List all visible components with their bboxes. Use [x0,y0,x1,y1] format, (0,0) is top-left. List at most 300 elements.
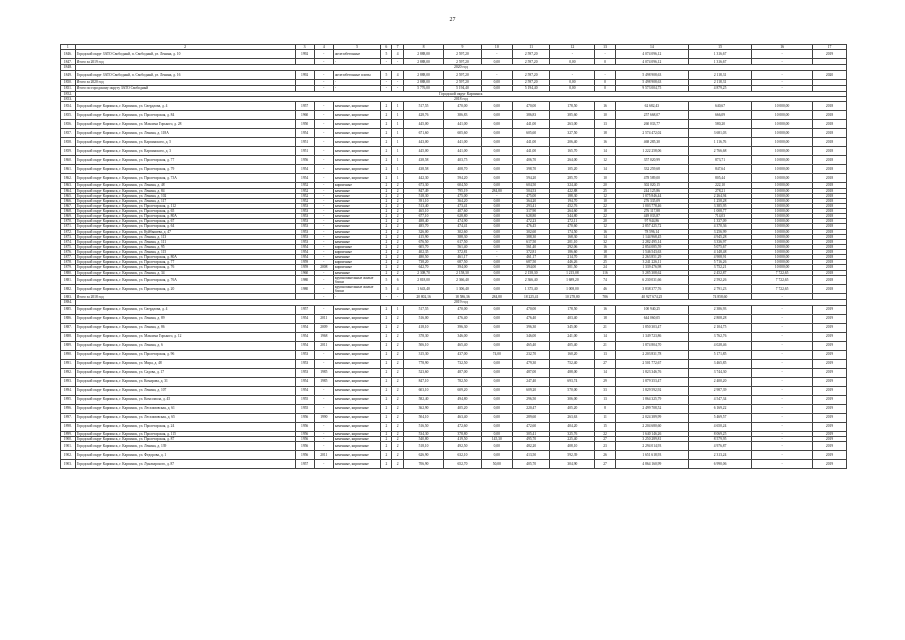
cell: 5 498 908,63 [615,79,688,85]
table-row [61,386,847,395]
cell: 292,06 [550,244,595,249]
cell: 0,00 [481,209,513,214]
cell: 495,70 [513,436,550,441]
cell: 2 597,20 [513,79,550,85]
cell: 474,41 [444,224,481,229]
cell: 0,00 [481,111,513,120]
cell: 2 [381,404,392,413]
column-number-1: 1 [61,45,76,50]
cell: 0,00 [481,270,513,275]
cell: - [314,422,333,431]
cell: 257 668,07 [615,111,688,120]
cell: 1866. [61,198,76,203]
cell: 5 716,26 [689,260,752,265]
cell: 0,00 [481,275,513,284]
cell: 9 573 004,75 [615,85,688,91]
cell: 2 [392,431,403,436]
cell: 1863. [61,183,76,188]
cell: 10 [595,198,615,203]
cell: 1956 [295,431,314,436]
cell: 1952 [295,198,314,203]
cell: 1857. [61,129,76,138]
cell: 2009 [314,323,333,332]
cell: 1854. [61,102,76,111]
cell: 2 [381,441,392,450]
cell: - [314,270,333,275]
table-row [61,129,847,138]
cell: 263,63 [550,413,595,422]
column-number-5: 5 [333,45,380,50]
cell: 604,50 [513,183,550,188]
cell: 1849. [61,70,76,79]
cell: 1957 [295,305,314,314]
cell: крупнопанельные жилые блоки [333,275,380,284]
cell: 2019 [813,350,847,359]
cell: 795,19 [444,188,481,193]
cell: 5 171,85 [689,350,752,359]
cell: 465,40 [444,341,481,350]
table-row [61,156,847,165]
cell: 778,90 [403,359,444,368]
cell: - [314,70,333,79]
cell: 0,00 [481,305,513,314]
cell: 666,09 [689,111,752,120]
cell: 847,64 [689,165,752,174]
cell: 18 [595,129,615,138]
cell: 605,60 [513,129,550,138]
cell: 706,90 [403,459,444,468]
address-cell: Городской округ Карпинск, г. Карпинск, ул. Пролетарская, д. 64 [75,224,295,229]
cell: 2019 [813,359,847,368]
table-row [61,395,847,404]
cell: 10 000,00 [752,224,813,229]
cell: 1956 [295,156,314,165]
cell: 2 [381,332,392,341]
cell: 714,03 [689,214,752,219]
cell: каменные, кирпичные [333,138,380,147]
cell: 476,40 [513,314,550,323]
cell: 2 [392,250,403,255]
address-cell: Итого за 2020 год [75,79,295,85]
cell: - [314,188,333,193]
cell: 441,00 [444,147,481,156]
cell: 1868. [61,209,76,214]
cell: 332 259,68 [615,165,688,174]
cell: 1903. [61,459,76,468]
cell: - [314,436,333,441]
cell: 302,60 [513,229,550,234]
cell: - [752,395,813,404]
cell: каменные, кирпичные [333,147,380,156]
cell: 2008 [314,265,333,270]
cell: 438,58 [403,165,444,174]
address-cell: Городской округ Карпинск, г. Карпинск, ул. Пролетарская, д. 73А [75,174,295,183]
cell: - [314,395,333,404]
cell: 523,60 [403,368,444,377]
cell: 492,50 [444,441,481,450]
cell: каменные [333,234,380,239]
cell: 402,35 [403,250,444,255]
cell: - [333,79,380,85]
cell: 413,50 [513,450,550,459]
cell: каменные, кирпичные [333,377,380,386]
cell: - [752,422,813,431]
cell: 1 [392,165,403,174]
cell: 2 104,75 [689,323,752,332]
cell: 1 546 543,63 [615,250,688,255]
cell: 3 336,97 [689,239,752,244]
address-cell: Городской округ Карпинск, г. Карпинск, ул. Пролетарская, д. 77 [75,260,295,265]
cell: 1870. [61,219,76,224]
page-number: 27 [449,17,456,23]
cell: 2 [392,395,403,404]
address-cell: Городской округ Карпинск, г. Карпинск, ул. Ленина, д. 86 [75,323,295,332]
cell: 5 [381,70,392,79]
cell: 0,00 [550,79,595,85]
cell: - [392,79,403,85]
cell: 1955 [295,404,314,413]
cell: 0,00 [481,174,513,183]
cell: 2 [392,377,403,386]
cell: 1847. [61,59,76,65]
address-cell: Итого по городскому округу ЗАТО Свободный [75,85,295,91]
cell: 1954 [295,255,314,260]
section-title: 2019 год [75,300,846,305]
cell: 561,40 [444,244,481,249]
cell: 2 888,00 [403,59,444,65]
cell: - [314,441,333,450]
cell: - [314,174,333,183]
cell: 0 [595,85,615,91]
address-cell: Городской округ Карпинск, г. Карпинск, ул. Мира, д. 48 [75,359,295,368]
cell: 2 386,93 [689,305,752,314]
cell: 441,00 [444,138,481,147]
cell: 10 000,00 [752,209,813,214]
cell: 2018 [813,260,847,265]
cell: 1952 [295,183,314,188]
cell: 617,50 [513,239,550,244]
address-cell: Городской округ Карпинск, г. Карпинск, ул. Ленина, д. 115 [75,250,295,255]
cell: 0 [595,59,615,65]
table-row [61,350,847,359]
cell: 2 [392,450,403,459]
cell: 1952 [295,193,314,198]
cell: 1953 [295,234,314,239]
cell: 1957 [295,459,314,468]
cell: 428,76 [403,111,444,120]
cell: 2 [392,314,403,323]
cell: 1951 [295,147,314,156]
cell: 2 597,20 [513,50,550,59]
cell: каменные, кирпичные [333,431,380,436]
cell: - [481,70,513,79]
cell: - [752,413,813,422]
cell: 100 940,25 [615,305,688,314]
cell: 2 158,30 [444,270,481,275]
cell: 14 [595,332,615,341]
cell: 1902. [61,450,76,459]
cell: 2 [381,260,392,265]
address-cell: Городской округ Карпинск, г. Карпинск, ул. Ленина, д. 84 [75,188,295,193]
cell: 2 791,23 [689,284,752,293]
cell: 6 230 031,66 [615,275,688,284]
cell: каменные [333,209,380,214]
cell: 0,00 [481,165,513,174]
address-cell: Городской округ ЗАТО Свободный, п. Свободный, ул. Ленина, д. 16 [75,70,295,79]
cell: 1954 [295,386,314,395]
cell: 408,10 [550,441,595,450]
cell: 285,70 [550,174,595,183]
cell: 5 [381,50,392,59]
address-cell: Городской округ Карпинск, г. Карпинск, ул. Ленина, д. 107 [75,386,295,395]
cell: 1850. [61,79,76,85]
cell: 1887. [61,323,76,332]
cell: 2018 [813,250,847,255]
cell: 2018 [813,203,847,208]
cell: 2 [381,368,392,377]
cell: 2 [392,413,403,422]
cell: 2 857 425,72 [615,224,688,229]
cell: 2 263 851,29 [615,255,688,260]
cell: 2 [392,188,403,193]
cell: 18 [595,314,615,323]
cell: 445,00 [403,120,444,129]
cell: - [752,294,813,300]
cell: 15 [595,422,615,431]
cell: 6 990,06 [689,459,752,468]
cell: 225,40 [550,436,595,441]
cell: 2018 [813,198,847,203]
cell: 4 [392,50,403,59]
cell: 1895. [61,395,76,404]
address-cell: Городской округ Карпинск, г. Карпинск, ул. Комарова, д. 31 [75,377,295,386]
cell: 2 574 472,02 [615,129,688,138]
cell: 13 [595,395,615,404]
cell: 0,00 [481,129,513,138]
table-row [61,284,847,293]
table-row [61,359,847,368]
cell: 582,40 [403,395,444,404]
cell: 23 [595,441,615,450]
cell: 2 024 389,99 [615,413,688,422]
cell: 74 [595,275,615,284]
column-number-13: 13 [595,45,615,50]
cell: 640,67 [689,102,752,111]
cell: 422,88 [550,188,595,193]
cell: - [481,50,513,59]
cell: 2019 [813,404,847,413]
cell: 2 [392,203,403,208]
cell: 693,74 [550,377,595,386]
cell: 2 282 495,14 [615,239,688,244]
table-row [61,70,847,79]
cell: каменные, кирпичные [333,341,380,350]
cell: 652,70 [444,459,481,468]
cell: 2 203 831,78 [615,350,688,359]
cell: 441,00 [513,138,550,147]
cell: 2 [392,183,403,188]
cell: 40 927 674,25 [615,294,688,300]
cell: 5 [381,284,392,293]
cell: 20 [595,219,615,224]
cell: 687,50 [513,260,550,265]
cell: 327,50 [550,129,595,138]
cell: 2 [392,260,403,265]
cell: каменные [333,224,380,229]
cell: 346,00 [513,332,550,341]
cell: 0,00 [481,234,513,239]
cell: - [481,255,513,260]
cell: 2 597,20 [444,50,481,59]
cell: 1896. [61,404,76,413]
cell: 1953 [295,239,314,244]
cell: 10 [595,111,615,120]
cell: 3 744,30 [689,368,752,377]
cell: 10 000,00 [752,174,813,183]
address-cell: Городской округ Карпинск, г. Карпинск, ул. Ленина, д. 48 [75,183,295,188]
cell: 16 [595,305,615,314]
cell: 8 579,95 [689,436,752,441]
cell: 188,30 [550,193,595,198]
cell: 14 [595,234,615,239]
table-row [61,50,847,59]
address-cell: Городской округ Карпинск, г. Карпинск, ул. Карпинского, д. 3 [75,147,295,156]
cell: 2 118,31 [689,70,752,79]
cell: - [752,459,813,468]
cell: 628,80 [444,214,481,219]
address-cell: Городской округ Карпинск, г. Карпинск, ул. Ленина, д. 117 [75,198,295,203]
cell: 468 285,30 [615,138,688,147]
cell: 2 [381,219,392,224]
cell: 10 000,00 [752,229,813,234]
cell: 1 [392,138,403,147]
cell: 1864. [61,188,76,193]
cell: каменные, кирпичные [333,165,380,174]
cell: 1878. [61,260,76,265]
cell: 2 264,94 [689,193,752,198]
row-number: 1848. [61,65,76,70]
cell: 405,70 [513,459,550,468]
cell: 1 [392,156,403,165]
cell: 1953 [295,350,314,359]
cell: 406,70 [513,156,550,165]
cell: 25 [595,188,615,193]
cell: 74,00 [481,350,513,359]
cell: 1 339 476,98 [615,265,688,270]
cell: 2 [392,265,403,270]
table-row [61,138,847,147]
row-number: 1884. [61,300,76,305]
cell: 385,60 [550,111,595,120]
cell: 1877. [61,255,76,260]
cell: 1882. [61,284,76,293]
cell: 1851. [61,85,76,91]
cell: 0,00 [481,359,513,368]
address-cell: Городской округ Карпинск, г. Карпинск, ул. Максима Горького, д. 28 [75,120,295,129]
cell: 1894. [61,386,76,395]
cell: 472,23 [513,219,550,224]
cell: кирпичные [333,260,380,265]
table-row [61,275,847,284]
cell: - [752,431,813,436]
cell: 2018 [813,165,847,174]
cell: 2 [381,193,392,198]
cell: 0,00 [481,156,513,165]
address-cell: Городской округ Карпинск, г. Карпинск, ул. Свердлова, д. 4 [75,305,295,314]
cell: 1980 [295,284,314,293]
cell: 2 [381,102,392,111]
cell: 201,10 [550,239,595,244]
cell: 2018 [813,229,847,234]
cell: 10 000,00 [752,250,813,255]
address-cell: Итого за 2018 год [75,294,295,300]
cell: 2 [381,229,392,234]
cell: 62 682,43 [615,102,688,111]
cell: 3 385,95 [689,203,752,208]
cell: 0,00 [481,260,513,265]
address-cell: Городской округ Карпинск, г. Карпинск, ул. Пролетарская, д. 115 [75,431,295,436]
cell: 441,00 [444,120,481,129]
address-cell: Городской округ Карпинск, г. Карпинск, ул. Пролетарская, д. 67 [75,219,295,224]
cell: каменные, кирпичные [333,120,380,129]
cell: 2 [392,441,403,450]
cell: кирпичные [333,265,380,270]
address-cell: Городской округ Карпинск, г. Карпинск, ул. Куйбышева, д. 47 [75,229,295,234]
cell: 738,20 [403,260,444,265]
cell: 2 [381,111,392,120]
column-number-8: 8 [403,45,444,50]
cell: - [314,294,333,300]
cell: 472,60 [444,422,481,431]
cell: - [314,50,333,59]
cell: 1858. [61,138,76,147]
cell: 26 [595,450,615,459]
cell: - [314,79,333,85]
cell: 488,40 [403,219,444,224]
cell: 301,50 [550,265,595,270]
table-row [61,147,847,156]
address-cell: Городской округ Карпинск, г. Карпинск, ул. Пролетарская, д. 76А [75,275,295,284]
cell: 2 [381,129,392,138]
cell: 2018 [813,209,847,214]
cell: 2018 [813,138,847,147]
address-cell: Городской округ Карпинск, г. Карпинск, ул. Пролетарская, д. 96 [75,350,295,359]
cell: 276 117,88 [615,209,688,214]
cell: 0,00 [481,219,513,224]
cell: 478 589,00 [615,174,688,183]
cell: - [752,377,813,386]
cell: 0 [595,79,615,85]
cell: 186,60 [550,250,595,255]
cell: - [314,214,333,219]
cell: 404,20 [550,422,595,431]
cell: 345,00 [550,323,595,332]
table-row [61,377,847,386]
cell: 475,00 [444,193,481,198]
cell: - [550,50,595,59]
cell: каменные, кирпичные [333,305,380,314]
cell: - [314,156,333,165]
cell: 513,40 [403,203,444,208]
cell: 2019 [813,441,847,450]
cell: - [381,59,392,65]
cell: 516,50 [403,422,444,431]
cell: крупнопанельные жилые блоки [333,284,380,293]
cell: 10 000,00 [752,260,813,265]
cell: каменные [333,188,380,193]
cell: - [314,255,333,260]
cell: 289,60 [513,413,550,422]
